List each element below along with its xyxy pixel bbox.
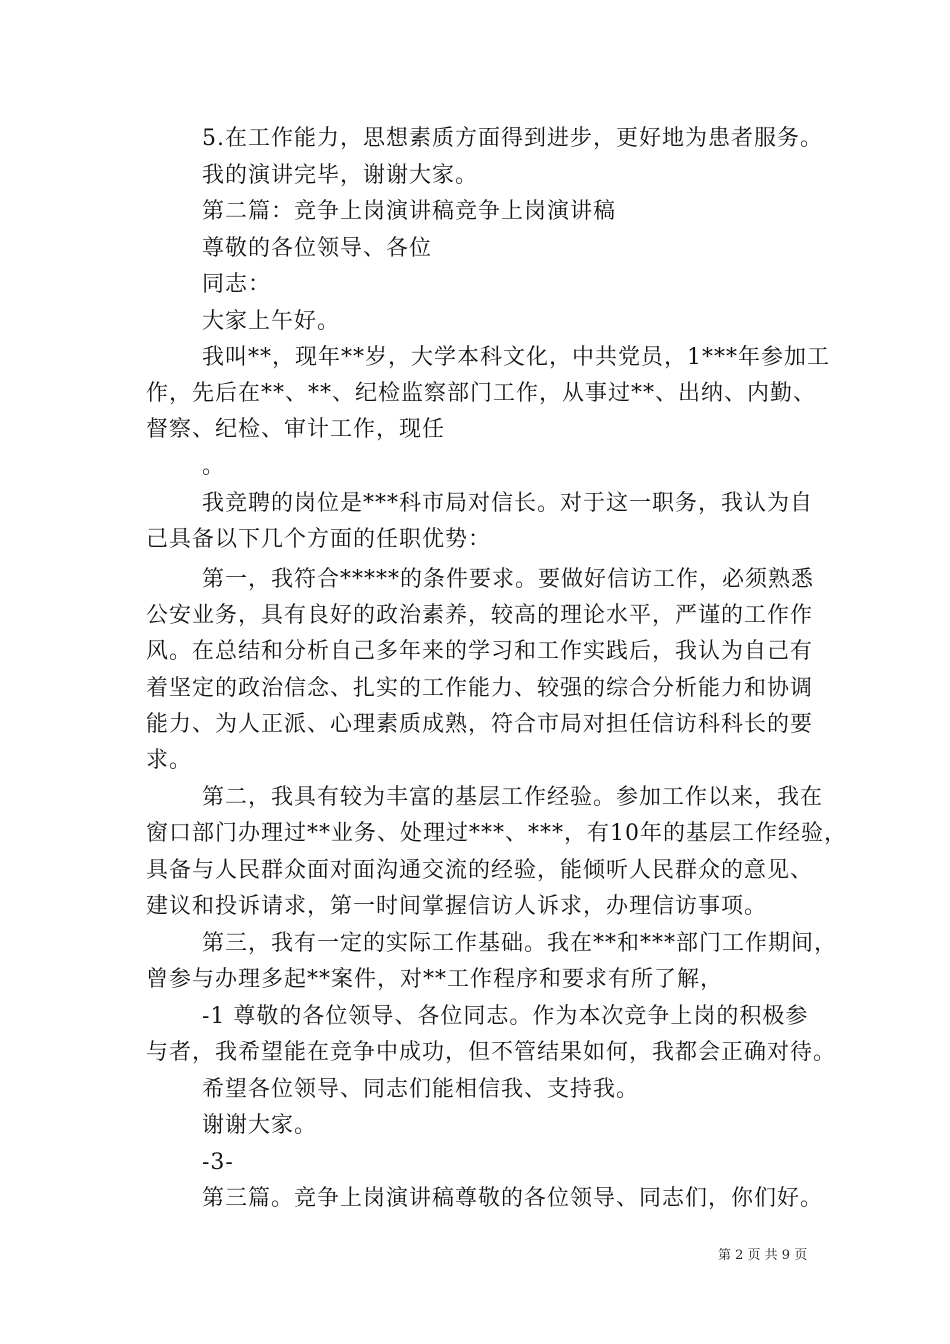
text-line-22: 建议和投诉请求，第一时间掌握信访人诉求，办理信访事项。 (146, 894, 768, 919)
text-line-19: 第二，我具有较为丰富的基层工作经验。参加工作以来，我在 (202, 785, 824, 810)
page-number-footer: 第 2 页 共 9 页 (718, 1248, 808, 1263)
text-line-12: 己具备以下几个方面的任职优势： (146, 527, 492, 552)
text-line-5: 同志： (202, 272, 272, 297)
text-line-10: 。 (202, 454, 226, 479)
text-line-13: 第一，我符合*****的条件要求。要做好信访工作，必须熟悉 (202, 567, 815, 592)
text-line-24: 曾参与办理多起**案件，对**工作程序和要求有所了解， (146, 967, 724, 992)
section-heading-2: 第二篇：竞争上岗演讲稿竞争上岗演讲稿 (202, 199, 617, 224)
text-line-26: 与者，我希望能在竞争中成功，但不管结果如何，我都会正确对待。 (146, 1040, 837, 1065)
page-marker: -3- (202, 1150, 234, 1175)
text-line-8: 作，先后在**、**、纪检监察部门工作，从事过**、出纳、内勤、 (146, 381, 817, 406)
text-line-15: 风。在总结和分析自己多年来的学习和工作实践后，我认为自己有 (146, 639, 814, 664)
text-line-7: 我叫**，现年**岁，大学本科文化，中共党员，1***年参加工 (202, 345, 830, 370)
text-line-17: 能力、为人正派、心理素质成熟，符合市局对担任信访科科长的要 (146, 712, 814, 737)
text-line-18: 求。 (146, 748, 193, 773)
text-line-4: 尊敬的各位领导、各位 (202, 236, 433, 261)
section-heading-3: 第三篇。竞争上岗演讲稿尊敬的各位领导、同志们，你们好。 (202, 1186, 824, 1211)
text-line-16: 着坚定的政治信念、扎实的工作能力、较强的综合分析能力和协调 (146, 676, 814, 701)
text-line-27: 希望各位领导、同志们能相信我、支持我。 (202, 1077, 640, 1102)
text-line-14: 公安业务，具有良好的政治素养，较高的理论水平，严谨的工作作 (146, 603, 814, 628)
text-line-2: 我的演讲完毕，谢谢大家。 (202, 163, 479, 188)
text-line-25: -1 尊敬的各位领导、各位同志。作为本次竞争上岗的积极参 (202, 1004, 809, 1029)
text-line-20: 窗口部门办理过**业务、处理过***、***，有10年的基层工作经验， (146, 821, 847, 846)
text-line-9: 督察、纪检、审计工作，现任 (146, 417, 446, 442)
text-line-11: 我竞聘的岗位是***科市局对信长。对于这一职务，我认为自 (202, 491, 814, 516)
text-line-28: 谢谢大家。 (202, 1113, 318, 1138)
text-line-6: 大家上午好。 (202, 309, 341, 334)
text-line-21: 具备与人民群众面对面沟通交流的经验，能倾听人民群众的意见、 (146, 858, 814, 883)
text-line-1: 5.在工作能力，思想素质方面得到进步，更好地为患者服务。 (202, 126, 823, 151)
text-line-23: 第三，我有一定的实际工作基础。我在**和***部门工作期间， (202, 931, 838, 956)
